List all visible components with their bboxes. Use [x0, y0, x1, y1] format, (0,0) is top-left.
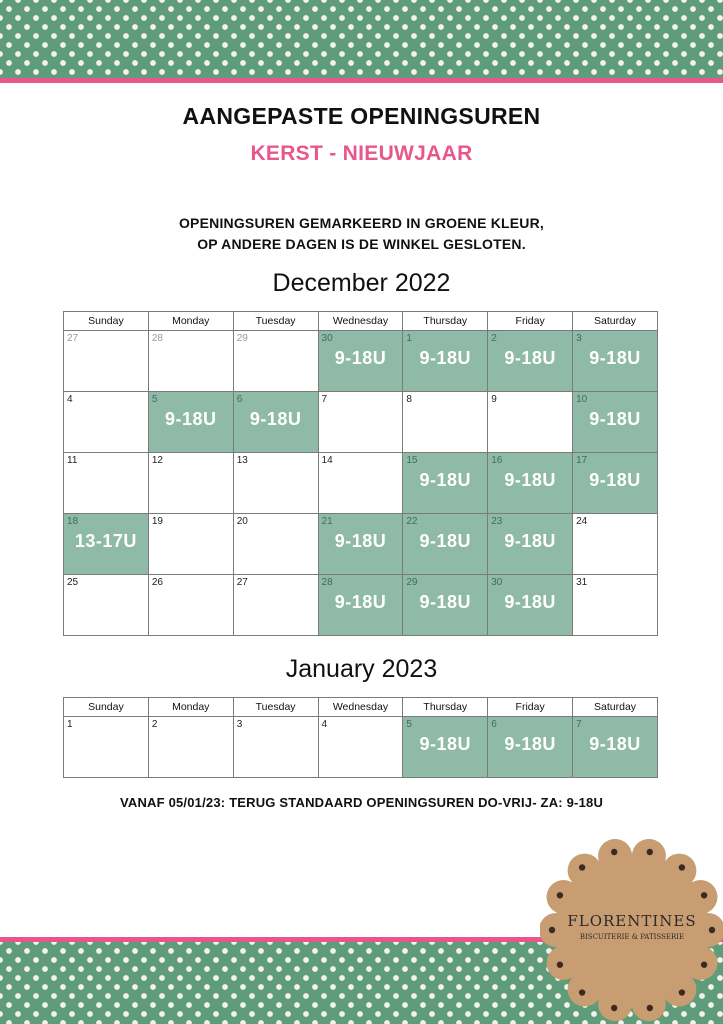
day-number: 29: [236, 333, 248, 344]
day-number: 28: [151, 333, 163, 344]
opening-hours: 9-18U: [504, 531, 556, 551]
calendar-january: [63, 697, 658, 778]
calendar-day-open: [488, 514, 573, 575]
calendar-day-open: [403, 453, 488, 514]
day-number: 14: [321, 455, 333, 466]
weekday-header: Wednesday: [318, 312, 403, 331]
day-number: 7: [576, 719, 582, 730]
day-number: 12: [151, 455, 163, 466]
weekday-header: Tuesday: [233, 698, 318, 717]
calendar-day-open: [488, 331, 573, 392]
weekday-header: Monday: [148, 698, 233, 717]
calendar-week: [64, 392, 658, 453]
opening-hours: 9-18U: [419, 348, 472, 368]
day-number: 31: [576, 577, 588, 588]
calendar-day: [64, 331, 149, 392]
day-number: 24: [576, 516, 588, 527]
day-number: 16: [491, 455, 503, 466]
opening-hours: 9-18U: [589, 348, 641, 368]
pink-stripe-top: [0, 78, 723, 83]
day-number: 5: [151, 394, 158, 405]
calendar-day-open: [233, 392, 318, 453]
calendar-day-open: [64, 514, 149, 575]
page-subtitle: KERST - NIEUWJAAR: [250, 142, 473, 165]
day-number: 18: [67, 516, 79, 527]
calendar-week: [64, 575, 658, 636]
notice: [0, 213, 723, 255]
day-number: 11: [67, 455, 78, 466]
day-number: 2: [151, 719, 158, 730]
day-number: 26: [151, 577, 163, 588]
calendar-day-open: [573, 717, 658, 778]
opening-hours: 9-18U: [504, 348, 556, 368]
day-number: 30: [321, 333, 333, 344]
day-number: 22: [406, 516, 418, 527]
calendar-week: [64, 453, 658, 514]
calendar-day-open: [573, 392, 658, 453]
calendar-day: [148, 717, 233, 778]
calendar-december: [63, 311, 658, 636]
calendar-day-open: [488, 575, 573, 636]
day-number: 8: [406, 394, 412, 405]
calendar-week: [64, 331, 658, 392]
day-number: 13: [236, 455, 248, 466]
opening-hours: 9-18U: [419, 592, 472, 612]
day-number: 2: [491, 333, 497, 344]
opening-hours: 9-18U: [419, 470, 472, 490]
calendar-day: [573, 575, 658, 636]
calendar-day: [318, 392, 403, 453]
calendar-day: [318, 453, 403, 514]
month-title-january: January 2023: [285, 655, 438, 683]
day-number: 5: [406, 719, 412, 730]
day-number: 19: [151, 516, 163, 527]
opening-hours: 9-18U: [419, 531, 472, 551]
calendar-day-open: [318, 575, 403, 636]
calendar-day: [148, 514, 233, 575]
weekday-header: Friday: [488, 312, 573, 331]
opening-hours: 9-18U: [419, 734, 472, 754]
weekday-header: Thursday: [403, 698, 488, 717]
day-number: 28: [321, 577, 333, 588]
opening-hours: 13-17U: [74, 531, 137, 551]
day-number: 6: [236, 394, 243, 405]
calendar-week: [64, 514, 658, 575]
calendar-day: [64, 453, 149, 514]
calendar-day-open: [488, 717, 573, 778]
day-number: 29: [406, 577, 418, 588]
page-title: AANGEPASTE OPENINGSUREN: [182, 103, 541, 129]
calendar-day: [233, 575, 318, 636]
calendar-day-open: [403, 331, 488, 392]
notice-line-2: OP ANDERE DAGEN IS DE WINKEL GESLOTEN.: [197, 236, 526, 252]
day-number: 9: [491, 394, 497, 405]
weekday-header: Monday: [148, 312, 233, 331]
month-title-december: December 2022: [272, 269, 451, 297]
day-number: 25: [67, 577, 79, 588]
opening-hours: 9-18U: [589, 470, 641, 490]
day-number: 30: [491, 577, 503, 588]
calendar-day: [148, 331, 233, 392]
calendar-day: [233, 331, 318, 392]
notice-line-1: OPENINGSUREN GEMARKEERD IN GROENE KLEUR,: [178, 215, 545, 231]
opening-hours: 9-18U: [334, 348, 387, 368]
day-number: 10: [576, 394, 588, 405]
day-number: 23: [491, 516, 503, 527]
calendar-day: [318, 717, 403, 778]
day-number: 4: [67, 394, 73, 405]
calendar-day: [64, 575, 149, 636]
opening-hours: 9-18U: [334, 592, 387, 612]
calendar-day: [233, 453, 318, 514]
calendar-day: [488, 392, 573, 453]
calendar-day: [148, 575, 233, 636]
calendar-week: [64, 717, 658, 778]
calendar-day: [148, 453, 233, 514]
logo-tagline: BISCUITERIE & PATISSERIE: [579, 933, 685, 941]
standard-hours-note: VANAF 05/01/23: TERUG STANDAARD OPENINGSUREN DO-VRIJ- ZA: 9-18U: [119, 795, 604, 810]
weekday-header: Sunday: [64, 698, 149, 717]
day-number: 20: [236, 516, 248, 527]
calendar-day: [233, 514, 318, 575]
weekday-header: Thursday: [403, 312, 488, 331]
day-number: 21: [321, 516, 333, 527]
weekday-header: Saturday: [573, 312, 658, 331]
day-number: 4: [321, 719, 328, 730]
day-number: 27: [236, 577, 248, 588]
florentines-logo: [540, 838, 723, 1023]
day-number: 15: [406, 455, 418, 466]
day-number: 7: [321, 394, 328, 405]
calendar-day: [64, 717, 149, 778]
day-number: 1: [67, 719, 73, 730]
calendar-day: [233, 717, 318, 778]
day-number: 3: [576, 333, 582, 344]
polka-dot-band-top: [0, 0, 723, 78]
calendar-day-open: [403, 514, 488, 575]
calendar-day-open: [318, 331, 403, 392]
calendar-day-open: [488, 453, 573, 514]
calendar-day-open: [573, 453, 658, 514]
day-number: 1: [406, 333, 412, 344]
day-number: 6: [491, 719, 497, 730]
calendar-day-open: [148, 392, 233, 453]
opening-hours: 9-18U: [589, 409, 641, 429]
opening-hours: 9-18U: [504, 592, 556, 612]
day-number: 3: [236, 719, 243, 730]
calendar-day: [403, 392, 488, 453]
weekday-header: Saturday: [573, 698, 658, 717]
calendar-day: [573, 514, 658, 575]
calendar-day-open: [573, 331, 658, 392]
logo-name: FLORENTINES: [567, 912, 697, 930]
day-number: 17: [576, 455, 588, 466]
opening-hours: 9-18U: [249, 409, 302, 429]
opening-hours: 9-18U: [504, 734, 556, 754]
calendar-day-open: [403, 717, 488, 778]
opening-hours: 9-18U: [334, 531, 387, 551]
calendar-day-open: [318, 514, 403, 575]
weekday-header: Friday: [488, 698, 573, 717]
opening-hours: 9-18U: [589, 734, 641, 754]
opening-hours: 9-18U: [504, 470, 556, 490]
calendar-day-open: [403, 575, 488, 636]
weekday-header: Tuesday: [233, 312, 318, 331]
day-number: 27: [67, 333, 79, 344]
weekday-header: Wednesday: [318, 698, 403, 717]
weekday-header: Sunday: [64, 312, 149, 331]
calendar-day: [64, 392, 149, 453]
opening-hours: 9-18U: [165, 409, 217, 429]
